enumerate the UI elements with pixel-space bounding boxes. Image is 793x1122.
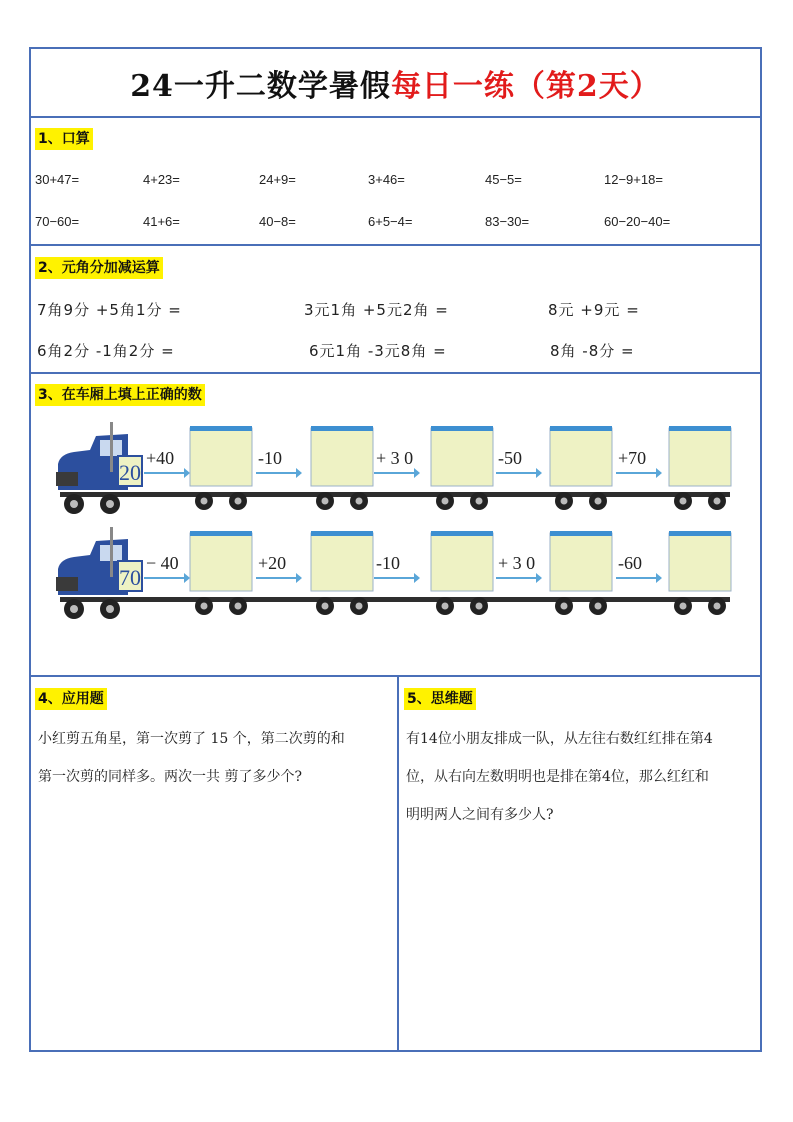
arrow-icon [144, 573, 190, 583]
train-car-answer-box[interactable] [190, 426, 252, 510]
truck-2 [56, 527, 730, 619]
arithmetic-problem: 4+23= [143, 172, 180, 187]
train-operation-label: − 40 [146, 553, 179, 573]
divider-s2 [31, 372, 760, 374]
train-car-answer-box[interactable] [431, 426, 493, 510]
word-problem [38, 720, 345, 796]
money-problem: 7角9分 +5角1分 = [37, 301, 182, 319]
money-problem: 8角 -8分 = [550, 342, 635, 360]
money-problem: 3元1角 +5元2角 = [304, 301, 449, 319]
train-operation-label: + 3 0 [498, 553, 536, 573]
train-car-answer-box[interactable] [669, 531, 731, 615]
arrow-icon [616, 468, 662, 478]
arrow-icon [256, 468, 302, 478]
page-title [31, 49, 760, 116]
arrow-icon [144, 468, 190, 478]
section5-label: 5、思维题 [404, 688, 476, 710]
train-car-answer-box[interactable] [550, 531, 612, 615]
train-operation-label: +40 [146, 448, 175, 468]
arithmetic-problem: 41+6= [143, 214, 180, 229]
train-1 [56, 420, 736, 520]
train-operation-label: +70 [618, 448, 647, 468]
arrow-icon [374, 468, 420, 478]
train-operation-label: -60 [618, 553, 642, 573]
arrow-icon [496, 573, 542, 583]
divider-s3 [31, 675, 760, 677]
train-operation-label: -10 [376, 553, 400, 573]
arithmetic-problem: 12−9+18= [604, 172, 663, 187]
word-problem-line: 第一次剪的同样多。两次一共 剪了多少个? [38, 769, 302, 785]
arithmetic-problem: 30+47= [35, 172, 80, 187]
arithmetic-problem: 40−8= [259, 214, 296, 229]
train-operation-label: + 3 0 [376, 448, 414, 468]
train-car-answer-box[interactable] [431, 531, 493, 615]
truck-1 [56, 422, 730, 514]
money-problem: 8元 +9元 = [548, 301, 640, 319]
train-start-number: 70 [119, 565, 141, 590]
divider-s4-s5 [397, 676, 399, 1050]
train-operation-label: -10 [258, 448, 282, 468]
train-2 [56, 525, 736, 625]
section4-label: 4、应用题 [35, 688, 107, 710]
section2-label: 2、元角分加减运算 [35, 257, 163, 279]
train-car-answer-box[interactable] [311, 531, 373, 615]
arithmetic-problem: 3+46= [368, 172, 405, 187]
thinking-problem-line: 位，从右向左数明明也是排在第4位，那么红红和 [406, 769, 709, 785]
train-operation-label: +20 [258, 553, 287, 573]
thinking-problem [406, 720, 713, 834]
money-problem: 6角2分 -1角2分 = [37, 342, 175, 360]
train-car-answer-box[interactable] [669, 426, 731, 510]
arrow-icon [256, 573, 302, 583]
arithmetic-problem: 60−20−40= [604, 214, 671, 229]
section3-label: 3、在车厢上填上正确的数 [35, 384, 205, 406]
arrow-icon [616, 573, 662, 583]
train-car-answer-box[interactable] [190, 531, 252, 615]
arithmetic-problem: 6+5−4= [368, 214, 413, 229]
title-highlight: 每日一练（第2天） [390, 68, 661, 104]
arithmetic-problem: 83−30= [485, 214, 530, 229]
train-car-answer-box[interactable] [550, 426, 612, 510]
train-car-answer-box[interactable] [311, 426, 373, 510]
arithmetic-problem: 45−5= [485, 172, 522, 187]
train-operation-label: -50 [498, 448, 522, 468]
arrow-icon [374, 573, 420, 583]
title-prefix: 24一升二数学暑假 [130, 68, 391, 104]
arrow-icon [496, 468, 542, 478]
arithmetic-problem: 70−60= [35, 214, 80, 229]
train-start-number: 20 [119, 460, 141, 485]
divider-s1 [31, 244, 760, 246]
section1-label: 1、口算 [35, 128, 93, 150]
word-problem-line: 小红剪五角星，第一次剪了 15 个，第二次剪的和 [38, 731, 345, 747]
thinking-problem-line: 明明两人之间有多少人? [406, 807, 554, 823]
money-problem: 6元1角 -3元8角 = [309, 342, 447, 360]
arithmetic-problem: 24+9= [259, 172, 296, 187]
divider-title [31, 116, 760, 118]
thinking-problem-line: 有14位小朋友排成一队，从左往右数红红排在第4 [406, 731, 713, 747]
